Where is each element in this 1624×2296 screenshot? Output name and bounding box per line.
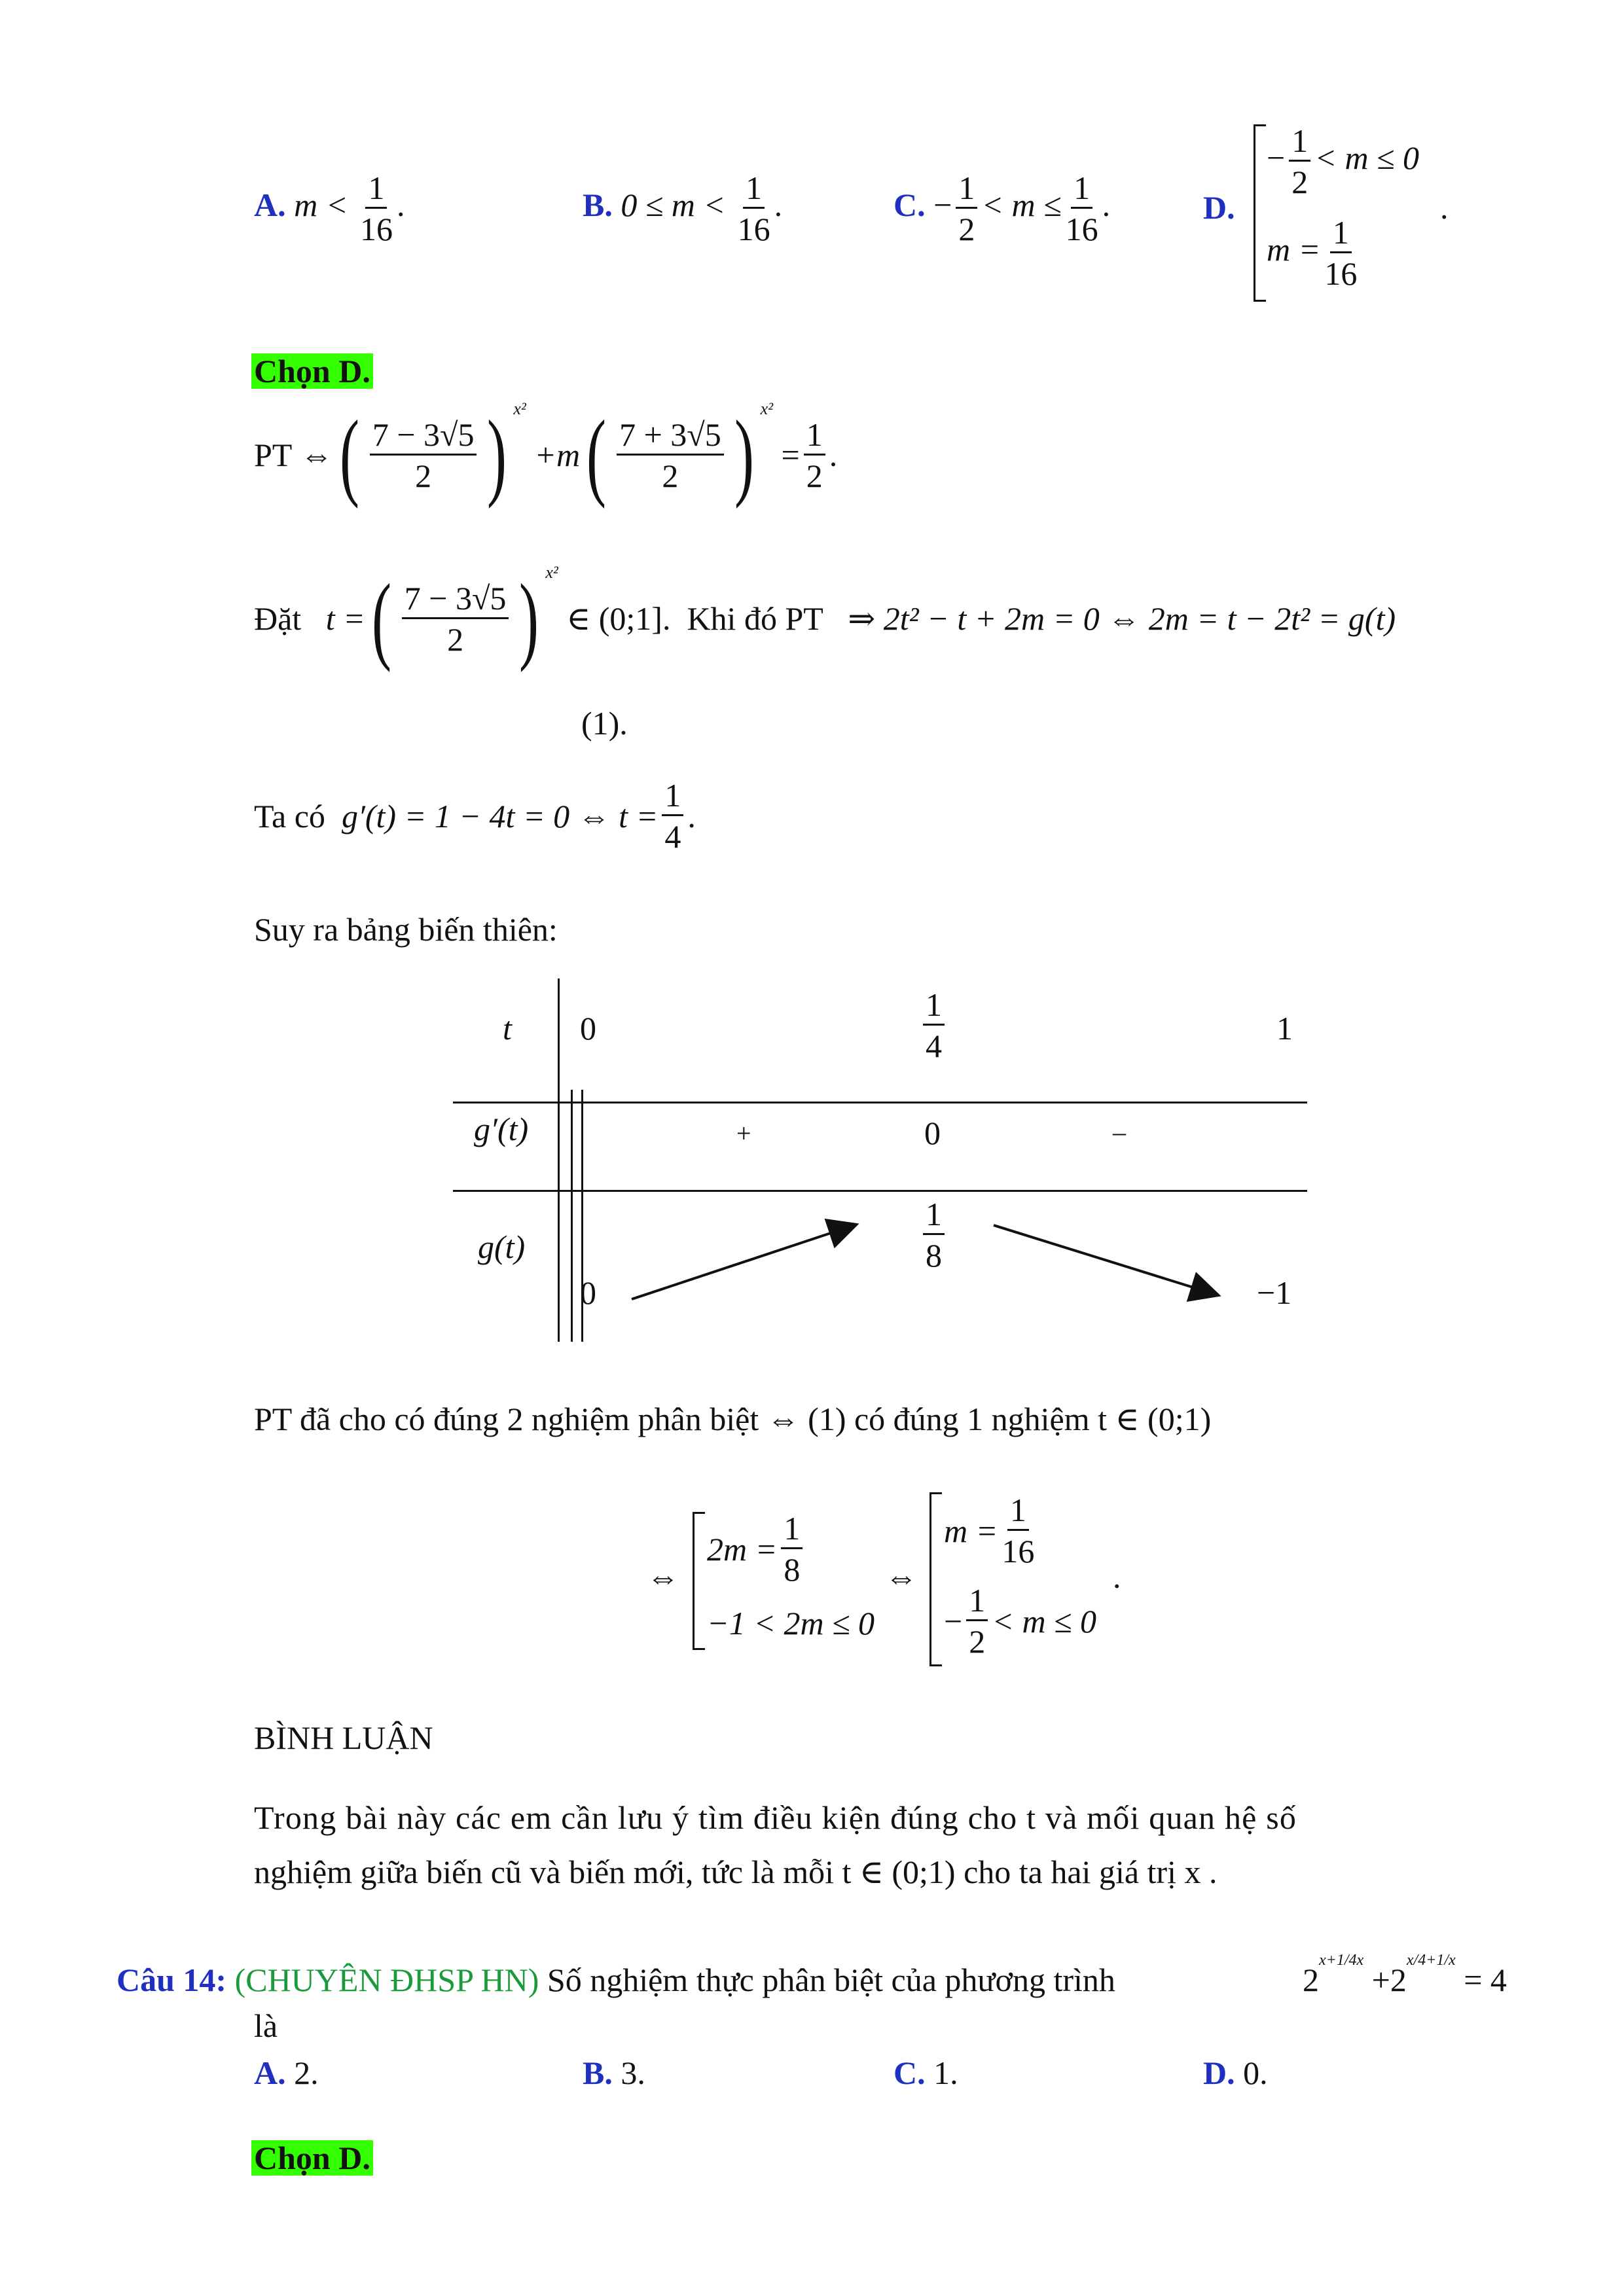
table-t-start: 0 (580, 1010, 596, 1047)
option-a-label: A. (254, 186, 286, 223)
table-row-t: t (503, 1010, 512, 1047)
option-c-label: C. (893, 186, 926, 223)
commentary-line-2: nghiệm giữa biến cũ và biến mới, tức là mỗi t ∈ (0;1) cho ta hai giá trị x . (254, 1854, 1218, 1890)
commentary-line-1: Trong bài này các em cần lưu ý tìm điều kiện đúng cho t và mối quan hệ số (254, 1799, 1297, 1836)
q14-option-d: D. 0. (1203, 2054, 1268, 2091)
substitution-line: Đặt t = ( $\frac{7 - 3√5}{2}$ ) x² ∈ (0;1]. Khi đó PT ⇒ 2t² − t + 2m = 0 ⇔ 2m = t − 2t² = g(t) (254, 563, 1396, 673)
option-d-line-2: m = $\frac{1}{16}$ (1267, 214, 1358, 292)
table-t-mid: $\frac{1}{4}$ (919, 988, 948, 1062)
option-b-label: B. (583, 186, 613, 223)
system-right-bracket (929, 1492, 942, 1666)
question-14 (117, 1964, 1115, 1996)
conclusion-line: PT đã cho có đúng 2 nghiệm phân biệt ⇔ (1) có đúng 1 nghiệm t ∈ (0;1) (254, 1401, 1212, 1437)
table-g-end: −1 (1257, 1274, 1292, 1311)
equation-ref-1: (1). (581, 705, 628, 742)
system-right-line-1: m = $\frac{1}{16}$ (944, 1492, 1035, 1570)
option-a: A. m < $\frac{1}{16}$ . (254, 170, 405, 247)
option-d-label: D. (1203, 189, 1235, 226)
table-row-gprime: g′(t) (474, 1111, 529, 1147)
table-g-max: $\frac{1}{8}$ (919, 1198, 948, 1272)
question-14-label: Câu 14: (117, 1962, 227, 1998)
question-14-source: (CHUYÊN ĐHSP HN) (234, 1962, 539, 1998)
answer-chon-d-2: Chọn D. (251, 2140, 373, 2176)
question-14-text: Số nghiệm thực phân biệt của phương trình (547, 1962, 1115, 1998)
question-14-la: là (254, 2007, 278, 2044)
q14-option-b: B. 3. (583, 2054, 645, 2091)
table-t-end: 1 (1276, 1010, 1293, 1047)
decreasing-arrow (994, 1225, 1216, 1295)
option-b-text: 0 ≤ m < (621, 186, 726, 223)
q14-option-c: C. 1. (893, 2054, 958, 2091)
question-14-equation: $2^{x+1/4x} +2^{x/4+1/x} = 4$ (1303, 1952, 1507, 1998)
table-gprime-plus: + (736, 1119, 751, 1148)
table-gprime-minus: – (1113, 1117, 1126, 1147)
option-b: B. 0 ≤ m < $\frac{1}{16}$ . (583, 170, 783, 247)
table-intro: Suy ra bảng biến thiên: (254, 911, 558, 948)
q14-option-a: A. 2. (254, 2054, 319, 2091)
system-iff-2: ⇔ (885, 1558, 918, 1595)
option-c-fraction-1: $\frac{1}{2}$ (956, 171, 977, 245)
system-left-bracket (693, 1512, 705, 1650)
system-left-line-1: 2m = $\frac{1}{8}$ (707, 1512, 806, 1586)
system-left-line-2: −1 < 2m ≤ 0 (707, 1605, 875, 1641)
option-b-fraction: $\frac{1}{16}$ (737, 170, 770, 247)
system-iff-1: ⇔ (647, 1558, 679, 1595)
derivative-line: Ta có g′(t) = 1 − 4t = 0 ⇔ t = $\frac{1}{4}$ . (254, 777, 696, 855)
option-c-fraction-2: $\frac{1}{16}$ (1065, 170, 1098, 247)
option-d-period: . (1440, 189, 1449, 226)
table-gprime-zero: 0 (924, 1115, 941, 1151)
pt-equation: PT ⇔ ( $\frac{7 - 3√5}{2}$ ) x² +m ( $\frac{7 + 3√5}{2}$ ) x² = $\frac{1}{2}$ . (254, 399, 838, 509)
table-g-start: 0 (580, 1274, 596, 1311)
answer-chon-d-1: Chọn D. (251, 353, 373, 389)
system-period: . (1113, 1558, 1121, 1595)
commentary-title: BÌNH LUẬN (254, 1719, 433, 1756)
system-right-line-2: − $\frac{1}{2}$ < m ≤ 0 (944, 1582, 1096, 1660)
increasing-arrow (632, 1225, 854, 1299)
option-a-text: m < (294, 186, 348, 223)
option-a-fraction: $\frac{1}{16}$ (359, 170, 393, 247)
option-c: C. − $\frac{1}{2}$ < m ≤ $\frac{1}{16}$ . (893, 170, 1111, 247)
table-row-g: g(t) (478, 1229, 526, 1265)
option-d-line-1: − $\frac{1}{2}$ < m ≤ 0 (1267, 122, 1419, 200)
